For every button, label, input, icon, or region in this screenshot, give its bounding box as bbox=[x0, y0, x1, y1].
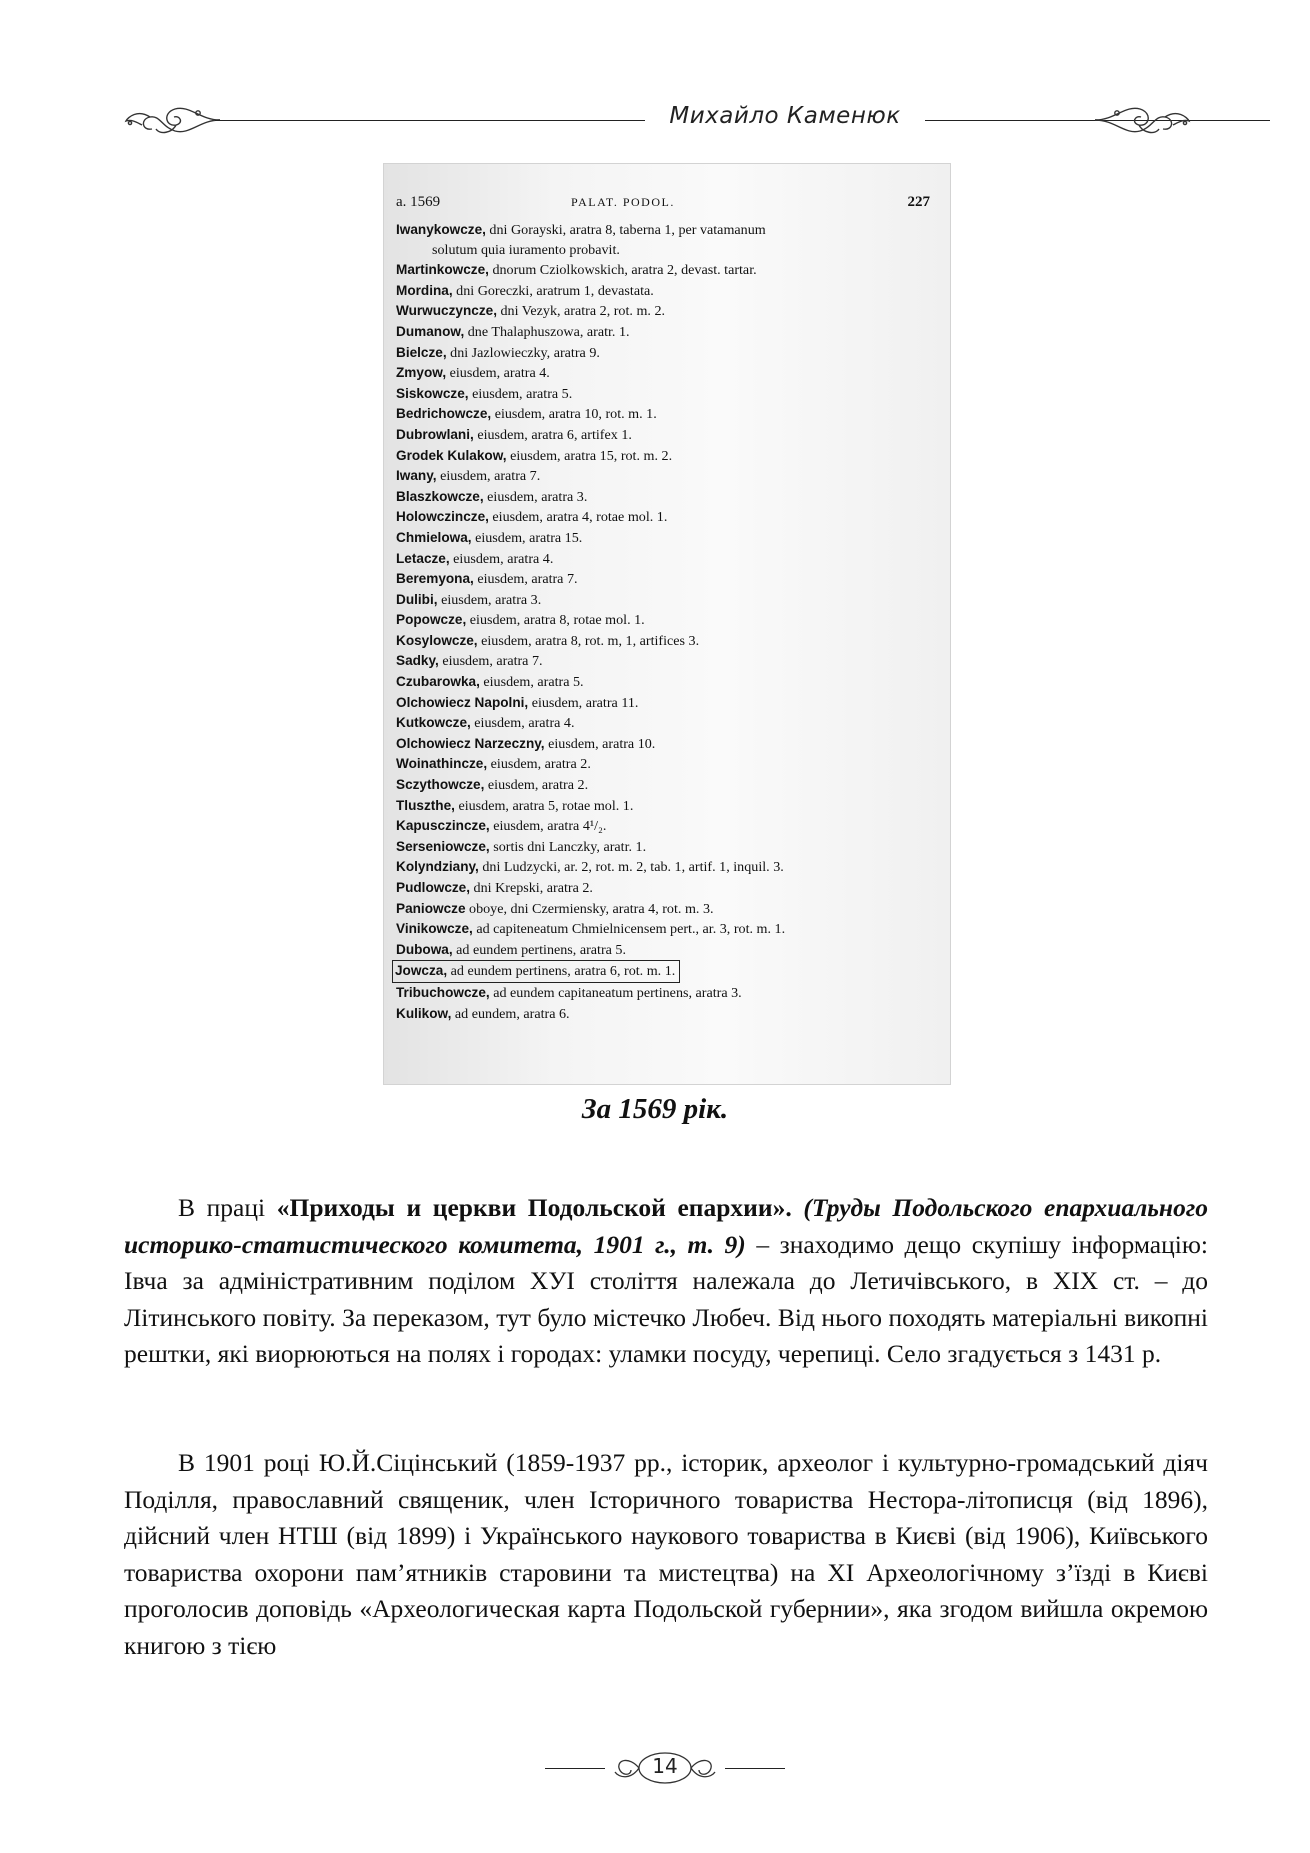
village-entry bbox=[396, 507, 936, 528]
village-name: Vinikowcze, bbox=[396, 921, 473, 937]
village-name: Dubowa, bbox=[396, 941, 453, 957]
village-name: Kapusczincze, bbox=[396, 818, 490, 834]
village-entry bbox=[396, 754, 936, 775]
entry-line bbox=[396, 798, 633, 814]
village-entry bbox=[396, 384, 936, 405]
entry-details: eiusdem, aratra 5. bbox=[468, 385, 573, 402]
paragraph-1 bbox=[124, 1190, 1208, 1373]
scanned-archive-page bbox=[383, 163, 951, 1085]
highlighted-entry-box bbox=[392, 960, 680, 983]
village-entry bbox=[396, 569, 936, 590]
village-name: Iwany, bbox=[396, 468, 437, 484]
village-name: Olchowiecz Napolni, bbox=[396, 694, 529, 710]
village-entry bbox=[396, 960, 936, 983]
village-list bbox=[396, 220, 936, 1024]
village-name: Kolyndziany, bbox=[396, 859, 479, 875]
entry-line bbox=[396, 1006, 570, 1022]
village-entry bbox=[396, 631, 936, 652]
village-name: Kutkowcze, bbox=[396, 715, 471, 731]
village-name: Chmielowa, bbox=[396, 529, 472, 545]
entry-details: ad eundem pertinens, aratra 5. bbox=[452, 941, 626, 958]
entry-details: eiusdem, aratra 10. bbox=[544, 735, 656, 752]
entry-line bbox=[396, 942, 626, 958]
entry-line bbox=[396, 818, 606, 834]
header-rule-left bbox=[215, 120, 645, 121]
village-name: Pudlowcze, bbox=[396, 880, 471, 895]
village-name: Siskowcze, bbox=[396, 385, 469, 401]
entry-line bbox=[396, 777, 588, 793]
entry-details: eiusdem, aratra 10, rot. m. 1. bbox=[491, 406, 657, 423]
entry-details: eiusdem, aratra 3. bbox=[437, 591, 542, 608]
village-name: Czubarowka, bbox=[396, 674, 480, 690]
entry-details: eiusdem, aratra 4. bbox=[470, 715, 575, 732]
village-entry bbox=[396, 610, 936, 631]
entry-line bbox=[396, 674, 584, 690]
village-entry bbox=[396, 940, 936, 961]
entry-details: dne Thalaphuszowa, aratr. 1. bbox=[464, 323, 630, 340]
village-name: Woinathincze, bbox=[396, 756, 488, 772]
village-entry bbox=[396, 404, 936, 425]
village-name: Popowcze, bbox=[396, 612, 467, 628]
village-name: Grodek Kulakow, bbox=[396, 447, 507, 463]
entry-line bbox=[396, 653, 543, 669]
flourish-ornament-left bbox=[120, 95, 230, 145]
entry-line bbox=[396, 283, 654, 299]
village-name: Dumanow, bbox=[396, 323, 465, 339]
entry-details: oboye, dni Czermiensky, aratra 4, rot. m. 3. bbox=[465, 900, 714, 917]
entry-details: eiusdem, aratra 11. bbox=[528, 694, 639, 711]
scan-page-number: 227 bbox=[907, 194, 930, 210]
entry-line bbox=[396, 859, 784, 875]
entry-line bbox=[396, 571, 578, 587]
entry-details: eiusdem, aratra 2. bbox=[487, 756, 591, 773]
village-entry bbox=[396, 878, 936, 899]
village-entry bbox=[396, 713, 936, 734]
running-header bbox=[120, 95, 1195, 145]
village-entry bbox=[396, 281, 936, 302]
entry-details: eiusdem, aratra 7. bbox=[473, 571, 578, 588]
entry-details: dnorum Cziolkowskich, aratra 2, devast. tartar. bbox=[488, 262, 757, 279]
village-name: Dulibi, bbox=[396, 591, 438, 607]
entry-details: eiusdem, aratra 15. bbox=[471, 529, 583, 546]
entry-line bbox=[396, 756, 591, 772]
entry-line bbox=[396, 880, 593, 896]
village-entry bbox=[396, 837, 936, 858]
entry-line bbox=[396, 489, 587, 505]
entry-line bbox=[396, 427, 632, 443]
village-name: Tribuchowcze, bbox=[396, 984, 490, 1000]
entry-details: eiusdem, aratra 8, rot. m, 1, artifices 3. bbox=[477, 632, 700, 649]
village-entry bbox=[396, 775, 936, 796]
village-entry bbox=[396, 590, 936, 611]
entry-line bbox=[396, 901, 714, 917]
entry-details: dni Ludzycki, ar. 2, rot. m. 2, tab. 1, artif. 1, inquil. 3. bbox=[478, 859, 784, 876]
entry-details: eiusdem, aratra 4. bbox=[449, 550, 554, 567]
entry-line bbox=[396, 303, 665, 319]
entry-details: ad eundem, aratra 6. bbox=[451, 1005, 570, 1022]
village-name: Paniowcze bbox=[396, 900, 466, 916]
village-entry bbox=[396, 220, 936, 260]
source-reference: (Труды Подольского епархиального историко-статистического комитета, 1901 г., т. 9) bbox=[124, 1193, 1208, 1259]
village-name: Bielcze, bbox=[396, 344, 447, 360]
entry-details: eiusdem, aratra 3. bbox=[483, 488, 588, 505]
village-entry bbox=[396, 796, 936, 817]
entry-line bbox=[396, 324, 630, 340]
entry-details: eiusdem, aratra 4¹/₂. bbox=[489, 818, 607, 835]
village-name: Kulikow, bbox=[396, 1005, 452, 1021]
village-entry bbox=[396, 528, 936, 549]
entry-line bbox=[396, 695, 638, 711]
entry-line bbox=[396, 530, 582, 546]
village-name: Serseniowcze, bbox=[396, 838, 490, 854]
village-name: Olchowiecz Narzeczny, bbox=[396, 735, 545, 751]
village-entry bbox=[396, 693, 936, 714]
village-name: Tluszthe, bbox=[396, 797, 455, 813]
village-name: Holowczincze, bbox=[396, 509, 489, 525]
entry-line bbox=[396, 386, 572, 402]
page-number: 14 bbox=[652, 1754, 678, 1778]
entry-line bbox=[396, 921, 785, 937]
village-entry bbox=[396, 301, 936, 322]
entry-line bbox=[396, 985, 742, 1001]
paragraph-1-dot: . bbox=[785, 1193, 804, 1222]
entry-line bbox=[396, 345, 600, 361]
entry-details: dni Krepski, aratra 2. bbox=[470, 880, 593, 896]
village-name: Letacze, bbox=[396, 550, 450, 566]
village-entry bbox=[396, 322, 936, 343]
village-entry bbox=[396, 487, 936, 508]
village-name: Beremyona, bbox=[396, 571, 474, 587]
entry-details: eiusdem, aratra 7. bbox=[436, 468, 541, 485]
entry-details: eiusdem, aratra 4. bbox=[446, 365, 550, 382]
village-name: Kosylowcze, bbox=[396, 632, 478, 648]
village-entry bbox=[396, 983, 936, 1004]
entry-details: dni Jazlowieczky, aratra 9. bbox=[446, 344, 600, 361]
village-name: Blaszkowcze, bbox=[396, 488, 484, 504]
village-entry bbox=[396, 363, 936, 384]
work-title: «Приходы и церкви Подольской епархии» bbox=[276, 1193, 786, 1222]
entry-details: eiusdem, aratra 6, artifex 1. bbox=[473, 426, 632, 443]
village-entry bbox=[396, 899, 936, 920]
figure-caption: За 1569 рік. bbox=[581, 1093, 729, 1125]
village-entry bbox=[396, 446, 936, 467]
entry-line bbox=[396, 551, 553, 567]
paragraph-1-body: – знаходимо дещо скупішу інформацію: Івча за адміністративним поділом XУІ століття належала до Летичівського, в XIX ст. – до Літинського повіту. За переказом, тут було містечко Любеч. Від нього походять матеріальні викопні рештки, які виорюються на полях і городах: уламки посуду, черепиці. Село згадується з 1431 р. bbox=[124, 1229, 1208, 1368]
village-entry bbox=[396, 672, 936, 693]
flourish-ornament-right bbox=[1085, 95, 1195, 145]
village-name: Mordina, bbox=[396, 282, 453, 298]
village-name: Wurwuczyncze, bbox=[396, 303, 497, 319]
scan-year: a. 1569 bbox=[396, 194, 441, 210]
entry-details: eiusdem, aratra 15, rot. m. 2. bbox=[506, 447, 673, 464]
entry-line bbox=[396, 592, 541, 608]
entry-line bbox=[396, 365, 550, 381]
header-author: Михайло Каменюк bbox=[669, 103, 901, 129]
entry-details: eiusdem, aratra 5, rotae mol. 1. bbox=[454, 797, 634, 814]
village-entry bbox=[396, 549, 936, 570]
village-name: Jowcza, bbox=[395, 963, 448, 979]
village-entry bbox=[396, 1004, 936, 1025]
paragraph-1-lead: В праці bbox=[178, 1193, 277, 1222]
entry-line bbox=[396, 715, 574, 731]
village-name: Bedrichowcze, bbox=[396, 406, 492, 422]
entry-details: dni Goreczki, aratrum 1, devastata. bbox=[452, 282, 654, 299]
entry-details: eiusdem, aratra 8, rotae mol. 1. bbox=[466, 612, 645, 629]
entry-details: eiusdem, aratra 5. bbox=[479, 674, 584, 691]
village-name: Martinkowcze, bbox=[396, 262, 489, 278]
village-entry bbox=[396, 651, 936, 672]
village-entry bbox=[396, 734, 936, 755]
entry-details: eiusdem, aratra 7. bbox=[438, 653, 543, 670]
entry-details: sortis dni Lanczky, aratr. 1. bbox=[489, 838, 647, 855]
entry-line bbox=[396, 839, 646, 855]
paragraph-2-text: В 1901 році Ю.Й.Сіцінський (1859-1937 рр., історик, археолог і культурно-громадський діяч Поділля, православний священик, член Історичного товариства Нестора-літописця (від 1896), дійсний член НТШ (від 1899) і Українського наукового товариства в Києві (від 1906), Київського товариства охорони пам’ятників старовини та мистецтва) на XI Археологічному з’їзді в Києві проголосив доповідь «Археологическая карта Подольской губернии», яка згодом вийшла окремою книгою з тією bbox=[124, 1448, 1208, 1660]
entry-line bbox=[396, 448, 672, 464]
entry-line bbox=[396, 736, 655, 752]
village-entry bbox=[396, 919, 936, 940]
village-entry bbox=[396, 816, 936, 837]
village-entry bbox=[396, 425, 936, 446]
entry-line bbox=[396, 633, 699, 649]
village-name: Dubrowlani, bbox=[396, 426, 474, 442]
entry-line bbox=[396, 612, 645, 628]
village-name: Sczythowcze, bbox=[396, 777, 485, 793]
entry-line bbox=[396, 262, 757, 278]
village-name: Sadky, bbox=[396, 653, 439, 669]
village-name: Zmyow, bbox=[396, 365, 447, 381]
entry-details: dni Gorayski, aratra 8, taberna 1, per vatamanum bbox=[485, 222, 766, 238]
entry-details: ad capiteneatum Chmielnicensem pert., ar. 3, rot. m. 1. bbox=[472, 921, 786, 938]
scan-page-header bbox=[396, 194, 936, 220]
village-entry bbox=[396, 260, 936, 281]
village-entry bbox=[396, 343, 936, 364]
paragraph-2 bbox=[124, 1445, 1208, 1664]
entry-line bbox=[396, 509, 667, 525]
entry-continuation: solutum quia iuramento probavit. bbox=[432, 241, 620, 258]
entry-details: ad eundem pertinens, aratra 6, rot. m. 1. bbox=[447, 963, 676, 980]
entry-details: dni Vezyk, aratra 2, rot. m. 2. bbox=[496, 303, 666, 320]
scan-running-head: PALAT. PODOL. bbox=[571, 195, 675, 209]
entry-details: ad eundem capitaneatum pertinens, aratra 3. bbox=[489, 984, 742, 1001]
village-entry bbox=[396, 857, 936, 878]
entry-line bbox=[396, 406, 657, 422]
entry-line bbox=[396, 468, 540, 484]
page-footer bbox=[545, 1746, 785, 1790]
entry-details: eiusdem, aratra 4, rotae mol. 1. bbox=[488, 509, 668, 526]
village-entry bbox=[396, 466, 936, 487]
entry-line bbox=[396, 222, 936, 260]
village-name: Iwanykowcze, bbox=[396, 222, 486, 237]
entry-details: eiusdem, aratra 2. bbox=[484, 777, 589, 794]
